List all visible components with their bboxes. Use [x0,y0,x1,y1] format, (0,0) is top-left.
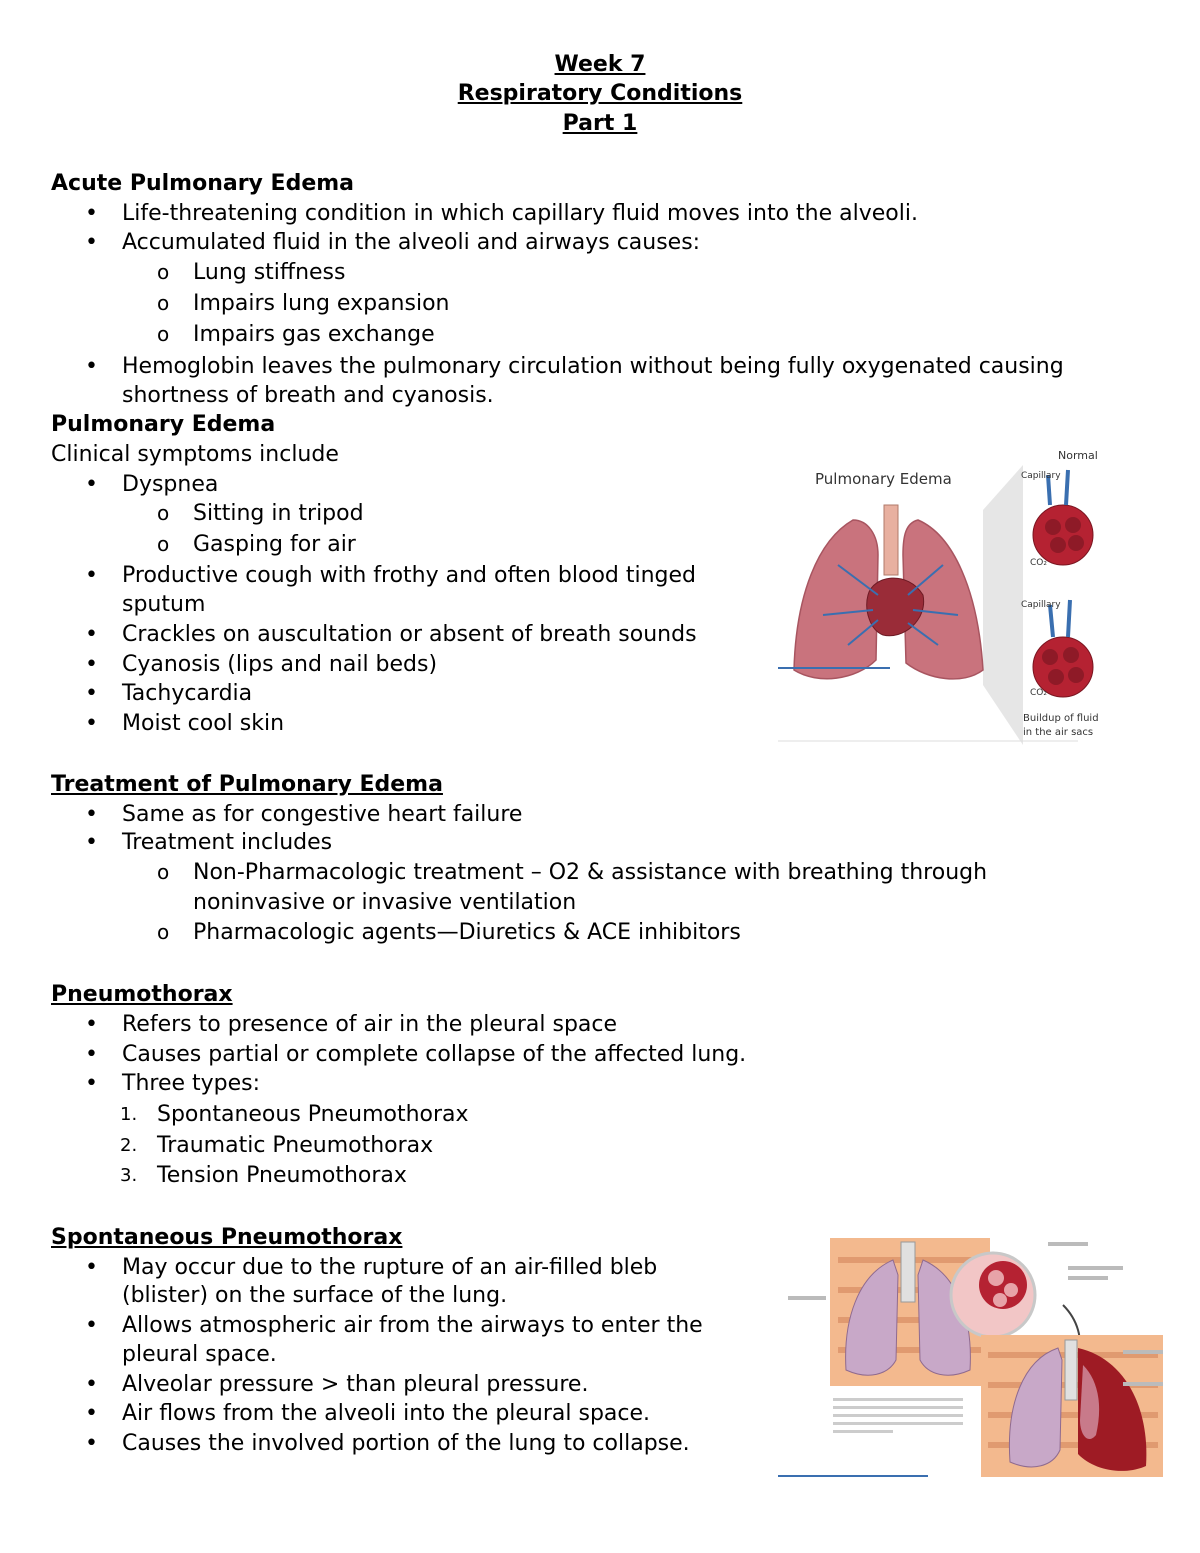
sub-bullet-marker: o [157,260,170,284]
list-item-text: Non-Pharmacologic treatment – O2 & assistance with breathing through [193,860,988,885]
section-heading-pneumothorax: Pneumothorax [51,982,233,1007]
label-co2: CO₂ [1030,688,1047,698]
section-heading-treatment: Treatment of Pulmonary Edema [51,772,443,797]
sub-bullet-marker: o [157,322,170,346]
list-item-text: Sitting in tripod [193,501,364,526]
list-item-text: Accumulated fluid in the alveoli and airways causes: [122,230,701,255]
list-item-text: Spontaneous Pneumothorax [157,1102,469,1127]
bullet-marker: • [85,711,98,736]
label-buildup: in the air sacs [1023,727,1094,738]
bullet-marker: • [85,354,98,379]
number-marker: 3. [120,1165,138,1186]
chest-illustration-icon [778,1230,1168,1480]
label-co2: CO₂ [1030,558,1047,568]
list-item-text: Life-threatening condition in which capillary fluid moves into the alveoli. [122,201,918,226]
bullet-marker: • [85,1431,98,1456]
list-item-text: Three types: [122,1071,261,1096]
list-item-text: Alveolar pressure > than pleural pressure. [122,1372,589,1397]
list-item-text: Allows atmospheric air from the airways to enter the [122,1313,703,1338]
bullet-marker: • [85,681,98,706]
bullet-marker: • [85,802,98,827]
bullet-marker: • [85,1042,98,1067]
pulmonary-edema-figure [778,445,1118,745]
doc-week: Week 7 [554,52,646,77]
pneumothorax-figure [778,1230,1168,1480]
list-item-text: Air flows from the alveoli into the pleural space. [122,1401,651,1426]
doc-title: Respiratory Conditions [457,81,743,106]
bullet-marker: • [85,1401,98,1426]
section-heading-spontaneous: Spontaneous Pneumothorax [51,1225,403,1250]
list-item-text: Tension Pneumothorax [157,1163,407,1188]
list-item-text: Dyspnea [122,472,219,497]
list-item-text: Moist cool skin [122,711,285,736]
paragraph-intro: Clinical symptoms include [51,442,339,467]
list-item-text: Hemoglobin leaves the pulmonary circulation without being fully oxygenated causing shortness of breath and cyanosis. [122,354,1064,408]
list-item-text: Gasping for air [193,532,356,557]
bullet-marker: • [85,1071,98,1096]
list-item-text: May occur due to the rupture of an air-filled bleb [122,1255,658,1280]
bullet-marker: • [85,1255,98,1280]
sub-bullet-marker: o [157,291,170,315]
list-item-text: Impairs lung expansion [193,291,450,316]
label-capillary: Capillary [1021,600,1061,610]
bullet-marker: • [85,652,98,677]
list-item-text: Same as for congestive heart failure [122,802,523,827]
list-item-text: Productive cough with frothy and often blood tinged [122,563,697,588]
list-item-text: Causes the involved portion of the lung to collapse. [122,1431,690,1456]
list-item-text: Traumatic Pneumothorax [157,1133,434,1158]
list-item-text: Pharmacologic agents—Diuretics & ACE inhibitors [193,920,741,945]
bullet-marker: • [85,1012,98,1037]
list-item-text: Refers to presence of air in the pleural space [122,1012,618,1037]
list-item-text: Lung stiffness [193,260,346,285]
bullet-marker: • [85,472,98,497]
section-heading-pulmonary-edema: Pulmonary Edema [51,412,276,437]
list-item-text: Tachycardia [122,681,253,706]
list-item-text: (blister) on the surface of the lung. [122,1283,508,1308]
list-item-text: Causes partial or complete collapse of the affected lung. [122,1042,747,1067]
figure-title: Pulmonary Edema [815,470,952,488]
list-item-text: pleural space. [122,1342,277,1367]
lung-illustration-icon [778,445,1118,745]
bullet-marker: • [85,830,98,855]
number-marker: 1. [120,1104,138,1125]
list-item-text: noninvasive or invasive ventilation [193,890,577,915]
bullet-marker: • [85,563,98,588]
label-capillary: Capillary [1021,471,1061,481]
list-item-text: Impairs gas exchange [193,322,435,347]
bullet-marker: • [85,1372,98,1397]
sub-bullet-marker: o [157,501,170,525]
number-marker: 2. [120,1135,138,1156]
bullet-marker: • [85,201,98,226]
bullet-marker: • [85,622,98,647]
list-item-text: Cyanosis (lips and nail beds) [122,652,438,677]
section-heading-acute: Acute Pulmonary Edema [51,171,355,196]
list-item-text: Crackles on auscultation or absent of breath sounds [122,622,697,647]
sub-bullet-marker: o [157,920,170,944]
sub-bullet-marker: o [157,860,170,884]
label-buildup: Buildup of fluid [1023,713,1099,724]
bullet-marker: • [85,1313,98,1338]
sub-bullet-marker: o [157,532,170,556]
list-item-text: Treatment includes [122,830,333,855]
list-item-text: sputum [122,592,206,617]
doc-part: Part 1 [562,111,638,136]
label-normal: Normal [1058,449,1098,462]
bullet-marker: • [85,230,98,255]
